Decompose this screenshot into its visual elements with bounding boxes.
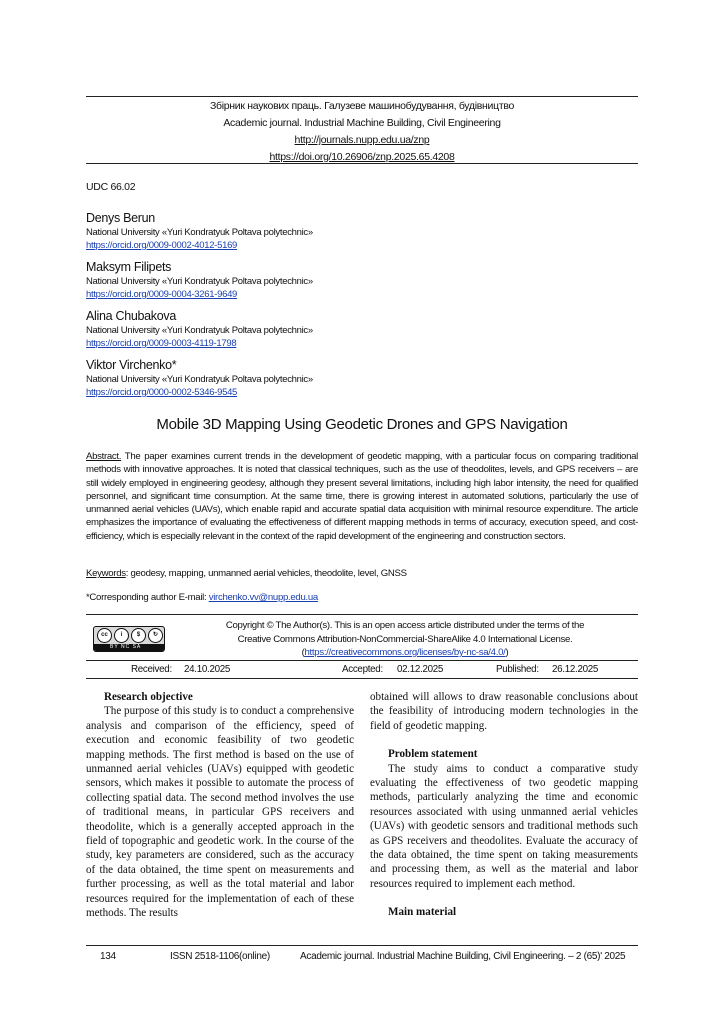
udc-code: UDC 66.02 <box>86 181 136 193</box>
author-name: Alina Chubakova <box>86 309 177 323</box>
spacer <box>370 733 638 747</box>
author-affiliation: National University «Yuri Kondratyuk Poltava polytechnic» <box>86 227 313 238</box>
footer-journal: Academic journal. Industrial Machine Building, Civil Engineering. – 2 (65)' 2025 <box>300 951 626 962</box>
journal-title-en: Academic journal. Industrial Machine Building, Civil Engineering <box>223 117 501 129</box>
journal-url-link[interactable]: http://journals.nupp.edu.ua/znp <box>294 134 430 146</box>
keywords <box>86 568 638 579</box>
license-line-2: Creative Commons Attribution-NonCommercial-ShareAlike 4.0 International License. <box>237 633 573 645</box>
keywords-colon: : <box>125 568 131 579</box>
accepted-date: 02.12.2025 <box>397 664 444 675</box>
license-text <box>172 619 638 660</box>
dates-bottom-rule <box>86 678 638 679</box>
author-affiliation: National University «Yuri Kondratyuk Poltava polytechnic» <box>86 374 313 385</box>
sa-icon: ↻ <box>148 628 163 643</box>
keywords-label: Keywords <box>86 568 126 579</box>
author-block <box>86 309 638 350</box>
body-paragraph: obtained will allows to draw reasonable conclusions about the feasibility of introducing modern technologies in the field of geodetic mapping. <box>370 691 638 732</box>
license-line-1: Copyright © The Author(s). This is an open access article distributed under the terms of the <box>225 620 585 631</box>
cc-icon: cc <box>97 628 112 643</box>
corresponding-label: *Corresponding author E-mail: <box>86 592 209 603</box>
author-block <box>86 358 638 399</box>
abstract <box>86 450 638 543</box>
corresponding-author <box>86 592 638 603</box>
cc-license-badge[interactable] <box>93 626 165 652</box>
paren-close: ) <box>505 647 509 658</box>
author-name: Viktor Virchenko* <box>86 358 177 372</box>
paper-title: Mobile 3D Mapping Using Geodetic Drones and GPS Navigation <box>156 416 568 433</box>
cc-badge-label: BY NC SA <box>94 644 164 651</box>
abstract-text: The paper examines current trends in the development of geodetic mapping, with a particular focus on comparing traditional methods with innovative approaches. It is noted that classical techniques, such as the use of theodolites, levels, and GPS receivers – are still widely employed in engineering geodesy, although they present several limitations, including high labor intensity, the need for qualified personnel, and significant time consumption. At the same time, there is growing interest in automated solutions, particularly the use of unmanned aerial vehicles (UAVs), which enable rapid and accurate spatial data acquisition with minimal resource expenditure. The article emphasizes the importance of evaluating the effectiveness of different mapping methods in terms of accuracy, execution speed, and cost-efficiency, which is especially relevant in the context of the rapid development of the engineering and construction sectors. <box>86 451 638 542</box>
page-number: 134 <box>100 951 116 962</box>
cc-icons <box>94 627 164 644</box>
doi-link[interactable]: https://doi.org/10.26906/znp.2025.65.4208 <box>269 151 455 163</box>
author-affiliation: National University «Yuri Kondratyuk Poltava polytechnic» <box>86 325 313 336</box>
dates-top-rule <box>86 660 638 661</box>
body-paragraph: The study aims to conduct a comparative study evaluating the effectiveness of two geodetic mapping methods, particularly analyzing the time and economic resources associated with using unmanned aerial vehicles (UAVs) with geodetic sensors and traditional methods such as GPS receivers and theodolites. Evaluate the accuracy of the data obtained, the time spent on taking measurements and processing them, as well as the material and labor resources required to implement each method. <box>370 762 638 890</box>
abstract-label: Abstract. <box>86 451 122 462</box>
journal-header <box>86 98 638 166</box>
accepted-label: Accepted: <box>342 664 383 675</box>
header-bottom-rule <box>86 163 638 164</box>
spacer <box>370 891 638 905</box>
published-label: Published: <box>496 664 539 675</box>
published-date: 26.12.2025 <box>552 664 599 675</box>
author-block <box>86 211 638 252</box>
section-heading: Main material <box>388 906 457 919</box>
section-heading: Research objective <box>104 691 193 703</box>
received-date: 24.10.2025 <box>184 664 231 675</box>
paren-open: ( <box>301 647 305 658</box>
license-line-3 <box>172 646 638 660</box>
author-orcid-link[interactable]: https://orcid.org/0009-0003-4119-1798 <box>86 338 237 349</box>
author-affiliation: National University «Yuri Kondratyuk Poltava polytechnic» <box>86 276 313 287</box>
author-block <box>86 260 638 301</box>
header-top-rule <box>86 96 638 97</box>
author-name: Maksym Filipets <box>86 260 172 274</box>
keywords-text: geodesy, mapping, unmanned aerial vehicles, theodolite, level, GNSS <box>130 568 407 579</box>
author-orcid-link[interactable]: https://orcid.org/0009-0004-3261-9649 <box>86 289 238 300</box>
author-orcid-link[interactable]: https://orcid.org/0009-0002-4012-5169 <box>86 240 238 251</box>
body-column-left <box>86 690 354 921</box>
author-orcid-link[interactable]: https://orcid.org/0000-0002-5346-9545 <box>86 387 238 398</box>
license-top-rule <box>86 614 638 615</box>
nc-icon: $ <box>131 628 146 643</box>
license-url-link[interactable]: https://creativecommons.org/licenses/by-nc-sa/4.0/ <box>304 647 506 658</box>
body-column-right <box>370 690 638 920</box>
issn: ISSN 2518-1106(online) <box>170 951 270 962</box>
section-heading: Problem statement <box>388 748 478 761</box>
corresponding-email-link[interactable]: virchenko.vv@nupp.edu.ua <box>208 592 318 603</box>
by-icon: i <box>114 628 129 643</box>
author-name: Denys Berun <box>86 211 155 225</box>
journal-title-ua: Збірник наукових праць. Галузеве машинобудування, будівництво <box>209 100 515 112</box>
body-paragraph: The purpose of this study is to conduct a comprehensive analysis and comparison of the efficiency, speed of execution and economic feasibility of two geodetic mapping methods. The first method is based on the use of unmanned aerial vehicles (UAVs) equipped with geodetic sensors, which makes it possible to automate the process of collecting spatial data. The second method involves the use of traditional means, in particular GPS receivers and theodolite, which is a generally accepted approach in the field of topographic and geodetic work. In the course of the study, key parameters are considered, such as the accuracy of the data obtained, the time spent on measurements and further processing, as well as the total material and labor resources required for the implementation of each of these methods. The results <box>86 705 354 920</box>
received-label: Received: <box>131 664 172 675</box>
footer-rule <box>86 945 638 946</box>
